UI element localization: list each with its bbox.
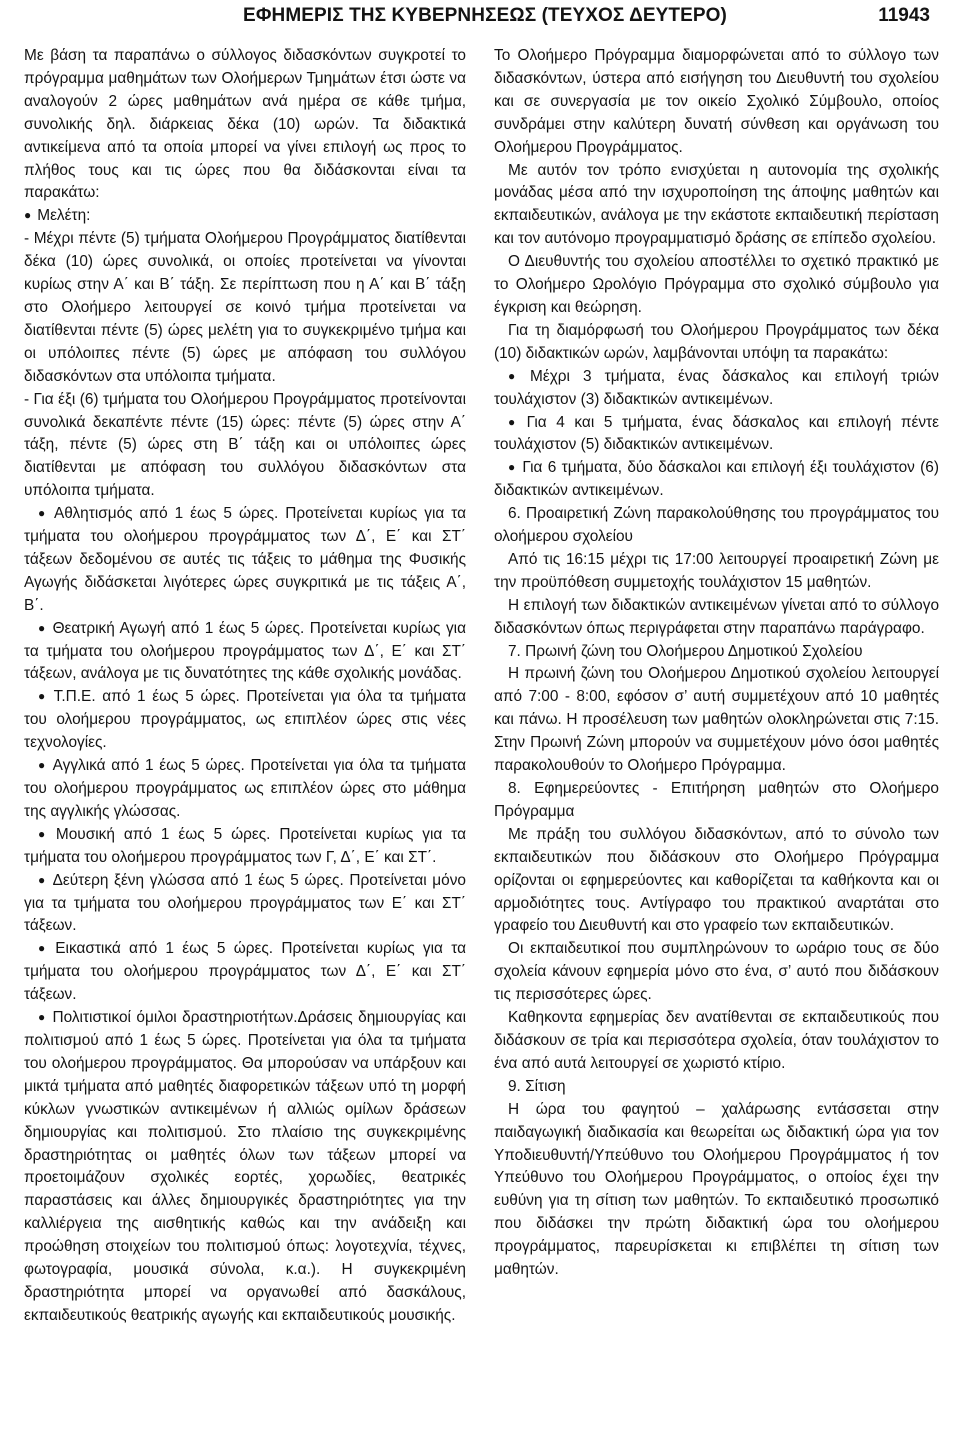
- paragraph: 7. Πρωινή ζώνη του Ολοήμερου Δημοτικού Σχολείου: [508, 642, 863, 660]
- bullet-paragraph: ● Μουσική από 1 έως 5 ώρες. Προτείνεται κυρίως για τα τμήματα του ολοήμερου προγράμματος των Γ, Δ΄, Ε΄ και ΣΤ΄.: [24, 824, 466, 870]
- paragraph: Από τις 16:15 μέχρι τις 17:00 λειτουργεί προαιρετική Ζώνη με την προϋπόθεση συμμετοχής τουλάχιστον 15 μαθητών.: [494, 550, 939, 591]
- paragraph: Με πράξη του συλλόγου διδασκόντων, από το σύνολο των εκπαιδευτικών που διδάσκουν στο Ολοήμερο Πρόγραμμα ορίζονται οι εφημερεύοντες και καθορίζεται τα καθήκοντα και οι αρμοδιότητες τους. Αντίγραφο του πρακτικού αναρτάται στο γραφείο του Διευθυντή και στο γραφείο των εκπαιδευτικών.: [494, 825, 939, 935]
- paragraph: Ο Διευθυντής του σχολείου αποστέλλει το σχετικό πρακτικό με το Ολοήμερο Ωρολόγιο Πρόγραμμα στο σχολικό σύμβουλο για έγκριση και θεώρηση.: [494, 253, 939, 316]
- paragraph: Το Ολοήμερο Πρόγραμμα διαμορφώνεται από το σύλλογο των διδασκόντων, ύστερα από εισήγηση του Διευθυντή του σχολείου και σε συνεργασία με τον οικείο Σχολικό Σύμβουλο, οποίος συνδράμει στην καλύτερη δυνατή σύνθεση και οργάνωση του Ολοήμερου Προγράμματος.: [494, 47, 939, 156]
- bullet-paragraph: ● Μελέτη:: [24, 205, 466, 228]
- paragraph: 6. Προαιρετική Ζώνη παρακολούθησης του προγράμματος του ολοήμερου σχολείου: [494, 505, 939, 546]
- bullet-paragraph: ● Αγγλικά από 1 έως 5 ώρες. Προτείνεται για όλα τα τμήματα του ολοήμερου προγράμματος ως επιπλέον ώρες στο μάθημα της αγγλικής γλώσσας.: [24, 755, 466, 824]
- bullet-paragraph: ● Πολιτιστικοί όμιλοι δραστηριοτήτων.Δράσεις δημιουργίας και πολιτισμού από 1 έως 5 ώρες. Προτείνεται για όλα τα τμήματα του ολοήμερου προγράμματος. Θα μπορούσαν να υπάρξουν και μικτά τμήματα από μαθητές διαφορετικών τάξεων υπό τη μορφή κύκλων γνωστικών αντικειμένων ή αλλιώς ομίλων δράσεων δημιουργίας και πολιτισμού. Στο πλαίσιο της συγκεκριμένης δραστηριότητας οι μαθητές όλων των τάξεων μπορεί να προετοιμάζουν σχολικές εορτές, χορωδίες, θεατρικές παραστάσεις και άλλες δημιουργικές δραστηριότητες για την καλλιέργεια της αισθητικής καθώς και την ανάδειξη και προώθηση στοιχείων του πολιτισμού όπως: λογοτεχνία, τέχνες, φωτογραφία, μουσικά σύνολα, κ.α.). Η συγκεκριμένη δραστηριότητα μπορεί να οργανωθεί από δασκάλους, εκπαιδευτικούς θεατρικής αγωγής και εκπαιδευτικούς μουσικής.: [24, 1007, 466, 1328]
- bullet-paragraph: ● Δεύτερη ξένη γλώσσα από 1 έως 5 ώρες. Προτείνεται μόνο για τα τμήματα του ολοήμερου προγράμματος των Ε΄ και ΣΤ΄ τάξεων.: [24, 870, 466, 939]
- right-column: [494, 45, 939, 1282]
- paragraph: Με αυτόν τον τρόπο ενισχύεται η αυτονομία της σχολικής μονάδας μέσα από την ισχυροποίηση της άποψης μαθητών και εκπαιδευτικών, ανάλογα με την εκάστοτε εκπαιδευτική περίσταση και τον αυτόνομο προγραμματισμό δράσης σε επίπεδο σχολείου.: [494, 161, 939, 248]
- bullet-paragraph: ● Για 4 και 5 τμήματα, ένας δάσκαλος και επιλογή πέντε τουλάχιστον (5) διδακτικών αντικειμένων.: [494, 412, 939, 458]
- bullet-paragraph: ● Θεατρική Αγωγή από 1 έως 5 ώρες. Προτείνεται κυρίως για τα τμήματα του ολοήμερου προγράμματος των Δ΄, Ε΄ και ΣΤ΄ τάξεων, ανάλογα με τις δυνατότητες της κάθε σχολικής μονάδας.: [24, 618, 466, 687]
- paragraph: 9. Σίτιση: [508, 1077, 566, 1095]
- paragraph: Για τη διαμόρφωσή του Ολοήμερου Προγράμματος των δέκα (10) διδακτικών ωρών, λαμβάνονται υπόψη τα παρακάτω:: [494, 321, 939, 362]
- bullet-paragraph: ● Για 6 τμήματα, δύο δάσκαλοι και επιλογή έξι τουλάχιστον (6) διδακτικών αντικειμένων.: [494, 457, 939, 503]
- bullet-paragraph: ● Αθλητισμός από 1 έως 5 ώρες. Προτείνεται κυρίως για τα τμήματα του ολοήμερου προγράμματος των Δ΄, Ε΄ και ΣΤ΄ τάξεων δεδομένου σε αυτές τις τάξεις το μάθημα της Φυσικής Αγωγής διδάσκεται λιγότερες ώρες συγκριτικά με τις τάξεις Α΄, Β΄.: [24, 503, 466, 618]
- paragraph: Με βάση τα παραπάνω ο σύλλογος διδασκόντων συγκροτεί το πρόγραμμα μαθημάτων των Ολοήμερων Τμημάτων έτσι ώστε να αναλογούν 2 ώρες μαθημάτων ανά ημέρα σε κάθε τμήμα, συνολικής δηλ. διάρκειας δέκα (10) ωρών. Τα διδακτικά αντικείμενα από τα οποία μπορεί να γίνει επιλογή ως προς το πλήθος τους και τις ώρες που θα διδάσκονται είναι τα παρακάτω:: [24, 47, 466, 202]
- bullet-paragraph: ● Μέχρι 3 τμήματα, ένας δάσκαλος και επιλογή τριών τουλάχιστον (3) διδακτικών αντικειμένων.: [494, 366, 939, 412]
- paragraph: - Μέχρι πέντε (5) τμήματα Ολοήμερου Προγράμματος διατίθενται δέκα (10) ώρες συνολικά, οι οποίες προτείνεται να γίνονται κυρίως στην Α΄ και Β΄ τάξη. Σε περίπτωση που η Α΄ και Β΄ τάξη στο Ολοήμερο λειτουργεί σε κοινό τμήμα προτείνεται να διατίθενται πέντε (5) ώρες μελέτη για το συγκεκριμένο τμήμα και οι υπόλοιπες πέντε (5) ώρες με απόφαση του συλλόγου διδασκόντων στα υπόλοιπα τμήματα.: [24, 230, 466, 385]
- gazette-title: ΕΦΗΜΕΡΙΣ ΤΗΣ ΚΥΒΕΡΝΗΣΕΩΣ (ΤΕΥΧΟΣ ΔΕΥΤΕΡΟ): [243, 5, 727, 26]
- paragraph: Η ώρα του φαγητού – χαλάρωσης εντάσσεται στην παιδαγωγική διαδικασία και θεωρείται ως διδακτική ώρα για τον Υποδιευθυντή/Υπεύθυνο του Ολοήμερου Προγράμματος ή τον Υπεύθυνο του Ολοήμερου Προγράμματος, ο οποίος έχει την ευθύνη για τη σίτιση των μαθητών. Το εκπαιδευτικό προσωπικό που διδάσκει την πρώτη διδακτική ώρα του ολοήμερου προγράμματος, παρευρίσκεται κι επιβλέπει τη σίτιση των μαθητών.: [494, 1100, 939, 1279]
- bullet-paragraph: ● Τ.Π.Ε. από 1 έως 5 ώρες. Προτείνεται για όλα τα τμήματα του ολοήμερου προγράμματος, ως επιπλέον ώρες στις νέες τεχνολογίες.: [24, 686, 466, 755]
- left-column: [24, 45, 466, 1328]
- page-number: 11943: [878, 5, 930, 26]
- paragraph: Η επιλογή των διδακτικών αντικειμένων γίνεται από το σύλλογο διδασκόντων όπως περιγράφεται στην παραπάνω παράγραφο.: [494, 596, 939, 637]
- page-header: [40, 2, 930, 32]
- paragraph: 8. Εφημερεύοντες - Επιτήρηση μαθητών στο Ολοήμερο Πρόγραμμα: [494, 780, 939, 820]
- paragraph: Οι εκπαιδευτικοί που συμπληρώνουν το ωράριο τους σε δύο σχολεία κάνουν εφημερία μόνο στο ένα, σ’ αυτό που διδάσκουν τις περισσότερες ώρες.: [494, 940, 939, 1004]
- paragraph: Η πρωινή ζώνη του Ολοήμερου Δημοτικού σχολείου λειτουργεί από 7:00 - 8:00, εφόσον σ’ αυτή συμμετέχουν από 10 μαθητές και πάνω. Η προσέλευση των μαθητών ολοκληρώνεται στις 7:15. Στην Πρωινή Ζώνη μπορούν να συμμετέχουν μόνο όσοι μαθητές παρακολουθούν το Ολοήμερο Πρόγραμμα.: [494, 665, 939, 775]
- paragraph: Καθηκοντα εφημερίας δεν ανατίθενται σε εκπαιδευτικούς που διδάσκουν σε τρία και περισσότερα σχολεία, όταν τουλάχιστον το ένα από αυτά λειτουργεί σε χωριστό κτίριο.: [494, 1009, 939, 1072]
- bullet-paragraph: ● Εικαστικά από 1 έως 5 ώρες. Προτείνεται κυρίως για τα τμήματα του ολοήμερου προγράμματος των Δ΄, Ε΄ και ΣΤ΄ τάξεων.: [24, 938, 466, 1007]
- paragraph: - Για έξι (6) τμήματα του Ολοήμερου Προγράμματος προτείνονται συνολικά δεκαπέντε πέντε (15) ώρες: πέντε (5) ώρες στην Α΄ τάξη, πέντε (5) ώρες στη Β΄ τάξη και οι υπόλοιπες ώρες διατίθενται με απόφαση του συλλόγου διδασκόντων στα υπόλοιπα τμήματα.: [24, 390, 466, 500]
